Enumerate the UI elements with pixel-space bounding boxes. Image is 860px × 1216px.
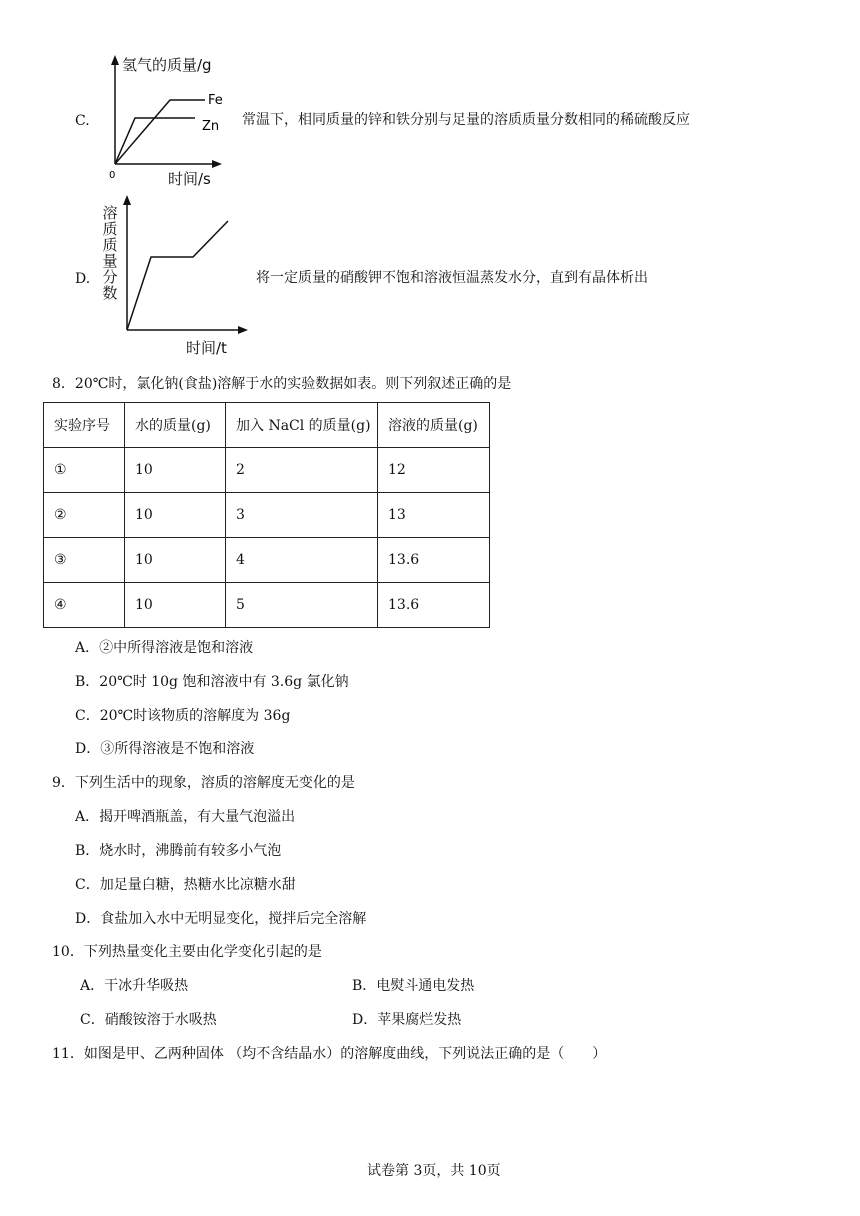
q9-option-b: B．烧水时，沸腾前有较多小气泡 <box>75 843 282 859</box>
table-row <box>44 448 490 493</box>
x-axis-arrow-icon <box>238 326 248 334</box>
option-c-label: C. <box>75 113 90 129</box>
table-cell: 10 <box>125 583 226 628</box>
q8-option-c: C．20℃时该物质的溶解度为 36g <box>75 708 291 724</box>
table-cell: ③ <box>44 538 125 583</box>
graph-c-ylabel: 氢气的质量/g <box>122 56 212 74</box>
q8-option-d: D．③所得溶液是不饱和溶液 <box>75 741 255 757</box>
table-cell: 10 <box>125 493 226 538</box>
question-11-stem: 11．如图是甲、乙两种固体 （均不含结晶水）的溶解度曲线，下列说法正确的是（ ） <box>52 1046 607 1062</box>
table-header-row <box>44 403 490 448</box>
table-cell: 3 <box>226 493 378 538</box>
origin-label: 0 <box>109 170 116 181</box>
table-cell: ① <box>44 448 125 493</box>
table-cell: 10 <box>125 448 226 493</box>
concentration-line <box>127 221 228 330</box>
table-header: 实验序号 <box>44 403 125 448</box>
table-cell: ② <box>44 493 125 538</box>
graph-d-ylabel: 溶 质 质 量 分 数 <box>102 204 118 302</box>
table-header: 溶液的质量(g) <box>378 403 490 448</box>
y-axis-arrow-icon <box>123 195 131 205</box>
option-d-text: 将一定质量的硝酸钾不饱和溶液恒温蒸发水分，直到有晶体析出 <box>256 270 648 286</box>
zn-label: Zn <box>202 119 220 134</box>
table-row <box>44 583 490 628</box>
q9-option-a: A．揭开啤酒瓶盖，有大量气泡溢出 <box>75 809 296 825</box>
zn-line <box>115 118 195 164</box>
q9-option-c: C．加足量白糖，热糖水比凉糖水甜 <box>75 877 296 893</box>
fe-label: Fe <box>208 93 223 108</box>
table-cell: 2 <box>226 448 378 493</box>
table-row <box>44 493 490 538</box>
question-10-stem: 10．下列热量变化主要由化学变化引起的是 <box>52 944 322 960</box>
y-axis-arrow-icon <box>111 55 119 65</box>
page-footer: 试卷第 3页，共 10页 <box>367 1163 501 1179</box>
table-row <box>44 538 490 583</box>
table-cell: ④ <box>44 583 125 628</box>
graph-d-xlabel: 时间/t <box>186 339 227 357</box>
q8-option-b: B．20℃时 10g 饱和溶液中有 3.6g 氯化钠 <box>75 674 349 690</box>
table-cell: 13.6 <box>378 538 490 583</box>
table-cell: 12 <box>378 448 490 493</box>
table-cell: 13 <box>378 493 490 538</box>
q10-option-d: D．苹果腐烂发热 <box>352 1012 462 1028</box>
table-cell: 10 <box>125 538 226 583</box>
table-cell: 4 <box>226 538 378 583</box>
q10-option-c: C．硝酸铵溶于水吸热 <box>80 1012 217 1028</box>
graph-d <box>115 193 255 338</box>
table-header: 加入 NaCl 的质量(g) <box>226 403 378 448</box>
q10-option-b: B．电熨斗通电发热 <box>352 978 475 994</box>
table-cell: 5 <box>226 583 378 628</box>
option-d-label: D. <box>75 271 91 287</box>
q8-option-a: A．②中所得溶液是饱和溶液 <box>75 640 254 656</box>
x-axis-arrow-icon <box>212 160 222 168</box>
table-header: 水的质量(g) <box>125 403 226 448</box>
option-c-text: 常温下，相同质量的锌和铁分别与足量的溶质质量分数相同的稀硫酸反应 <box>242 112 690 128</box>
q10-option-a: A．干冰升华吸热 <box>80 978 189 994</box>
question-9-stem: 9．下列生活中的现象，溶质的溶解度无变化的是 <box>52 775 355 791</box>
q9-option-d: D．食盐加入水中无明显变化，搅拌后完全溶解 <box>75 911 367 927</box>
table-cell: 13.6 <box>378 583 490 628</box>
nacl-data-table <box>43 402 490 628</box>
question-8-stem: 8．20℃时，氯化钠(食盐)溶解于水的实验数据如表。则下列叙述正确的是 <box>52 376 512 392</box>
graph-c-xlabel: 时间/s <box>168 170 211 188</box>
